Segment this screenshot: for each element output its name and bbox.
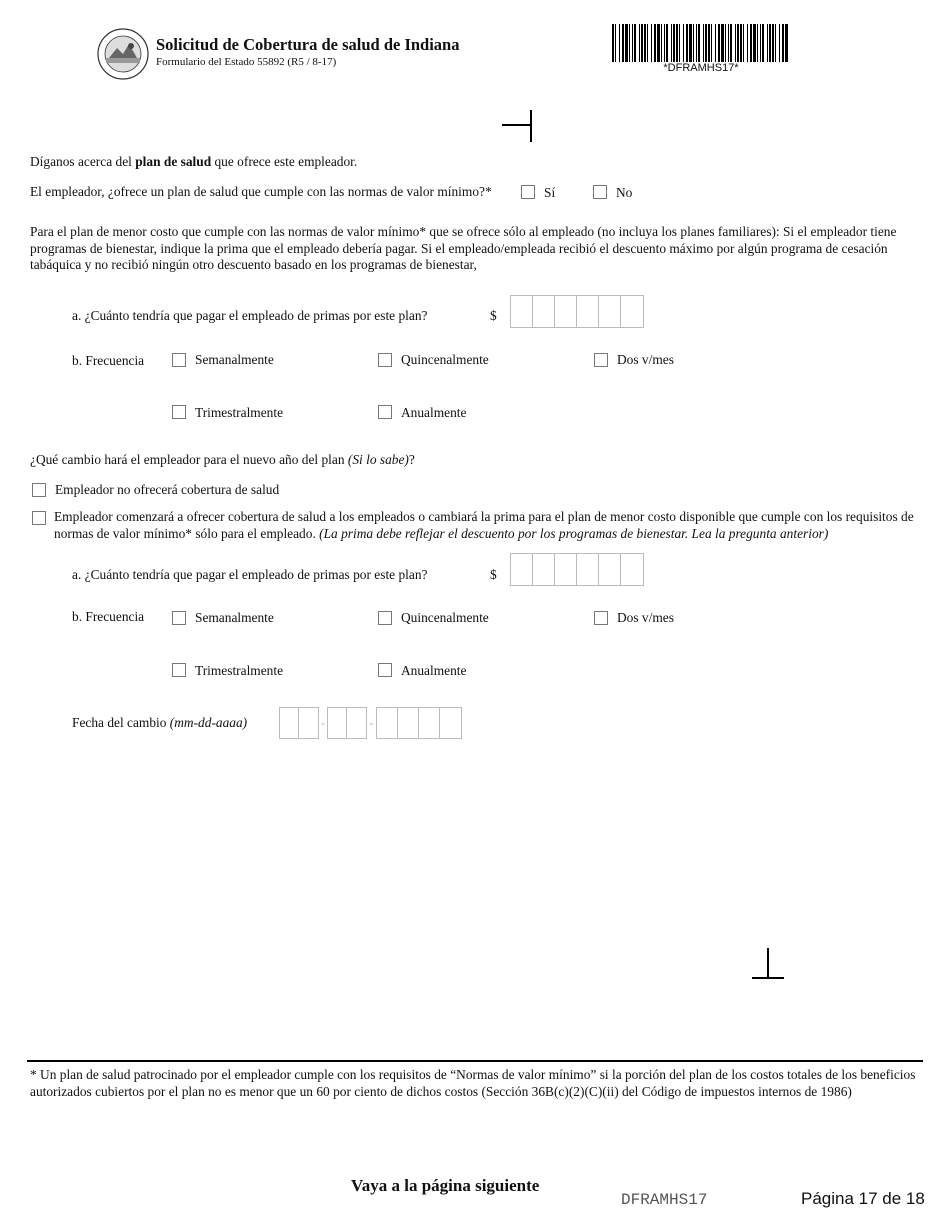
min-value-question: El empleador, ¿ofrece un plan de salud que cumple con las normas de valor mínimo?* xyxy=(30,184,492,199)
s1-weekly-checkbox[interactable] xyxy=(172,353,186,367)
change-date-label: Fecha del cambio (mm-dd-aaaa) xyxy=(72,715,248,730)
s1-premium-question: a. ¿Cuánto tendría que pagar el empleado de primas por este plan? xyxy=(72,308,428,323)
s2-currency-symbol: $ xyxy=(490,567,497,582)
s2-annually-checkbox[interactable] xyxy=(378,663,392,677)
change-question: ¿Qué cambio hará el empleador para el nuevo año del plan (Si lo sabe)? xyxy=(30,452,415,467)
form-code: DFRAMHS17 xyxy=(621,1191,708,1209)
date-separator: - xyxy=(321,715,326,730)
s2-quarterly-checkbox[interactable] xyxy=(172,663,186,677)
registration-mark-top xyxy=(502,124,532,126)
date-separator: - xyxy=(369,715,374,730)
min-value-no-checkbox[interactable] xyxy=(593,185,607,199)
min-value-yes-label: Sí xyxy=(544,185,556,200)
start-coverage-label: Empleador comenzará a ofrecer cobertura de salud a los empleados o cambiará la prima para el plan de menor costo disponible que cumple con los requisitos de normas de valor mínimo* sólo para el empleado. (La prima debe reflejar el descuento por los programas de bienestar. Lea la pregunta anterior) xyxy=(54,509,914,541)
barcode-text: *DFRAMHS17* xyxy=(663,62,739,74)
footnote-divider xyxy=(27,1060,923,1062)
form-number: Formulario del Estado 55892 (R5 / 8-17) xyxy=(156,56,337,68)
s2-twice-monthly-label: Dos v/mes xyxy=(617,610,674,625)
s1-biweekly-checkbox[interactable] xyxy=(378,353,392,367)
s2-quarterly-label: Trimestralmente xyxy=(195,663,284,678)
s2-twice-monthly-checkbox[interactable] xyxy=(594,611,608,625)
s2-annually-label: Anualmente xyxy=(401,663,467,678)
s1-twice-monthly-label: Dos v/mes xyxy=(617,352,674,367)
s2-weekly-checkbox[interactable] xyxy=(172,611,186,625)
form-title: Solicitud de Cobertura de salud de Indiana xyxy=(156,35,460,54)
s1-twice-monthly-checkbox[interactable] xyxy=(594,353,608,367)
s1-annually-label: Anualmente xyxy=(401,405,467,420)
s1-quarterly-checkbox[interactable] xyxy=(172,405,186,419)
s1-quarterly-label: Trimestralmente xyxy=(195,405,284,420)
change-date-input[interactable] xyxy=(279,707,462,739)
start-coverage-checkbox[interactable] xyxy=(32,511,46,525)
s2-weekly-label: Semanalmente xyxy=(195,610,274,625)
date-month-boxes[interactable] xyxy=(279,707,319,739)
s1-currency-symbol: $ xyxy=(490,308,497,323)
barcode xyxy=(612,24,790,62)
date-day-boxes[interactable] xyxy=(327,707,367,739)
min-value-no-label: No xyxy=(616,185,633,200)
s1-weekly-label: Semanalmente xyxy=(195,352,274,367)
registration-mark-top-vertical xyxy=(530,110,532,142)
date-year-boxes[interactable] xyxy=(376,707,462,739)
page-number: Página 17 de 18 xyxy=(801,1189,925,1208)
intro-text: Díganos acerca del plan de salud que ofrece este empleador. xyxy=(30,154,358,169)
footnote-text: * Un plan de salud patrocinado por el empleador cumple con los requisitos de “Normas de valor mínimo” si la porción del plan de los costos totales de los beneficios autorizados cubiertos por el plan no es menor que un 60 por ciento de dichos costos (Sección 36B(c)(2)(C)(ii) del Código de impuestos internos de 1986) xyxy=(30,1067,916,1099)
s2-frequency-label: b. Frecuencia xyxy=(72,609,145,624)
registration-mark-bottom-vertical xyxy=(767,948,769,978)
s2-premium-amount-input[interactable] xyxy=(510,553,644,586)
instruction-paragraph: Para el plan de menor costo que cumple con las normas de valor mínimo* que se ofrece sólo al empleado (no incluya los planes familiares): Si el empleador tiene programas de bienestar, indique la prima que el empleado debería pagar. Si el empleado/empleada recibió el descuento máximo por algún programa de cesación tabáquica y no recibió ningún otro descuento basado en los programas de bienestar, xyxy=(30,224,897,272)
s2-biweekly-checkbox[interactable] xyxy=(378,611,392,625)
no-coverage-checkbox[interactable] xyxy=(32,483,46,497)
s1-biweekly-label: Quincenalmente xyxy=(401,352,489,367)
next-page-instruction: Vaya a la página siguiente xyxy=(351,1176,540,1195)
indiana-state-seal xyxy=(97,28,149,80)
s1-annually-checkbox[interactable] xyxy=(378,405,392,419)
s2-biweekly-label: Quincenalmente xyxy=(401,610,489,625)
s1-frequency-label: b. Frecuencia xyxy=(72,353,145,368)
min-value-yes-checkbox[interactable] xyxy=(521,185,535,199)
s1-premium-amount-input[interactable] xyxy=(510,295,644,328)
no-coverage-label: Empleador no ofrecerá cobertura de salud xyxy=(55,482,280,497)
s2-premium-question: a. ¿Cuánto tendría que pagar el empleado de primas por este plan? xyxy=(72,567,428,582)
